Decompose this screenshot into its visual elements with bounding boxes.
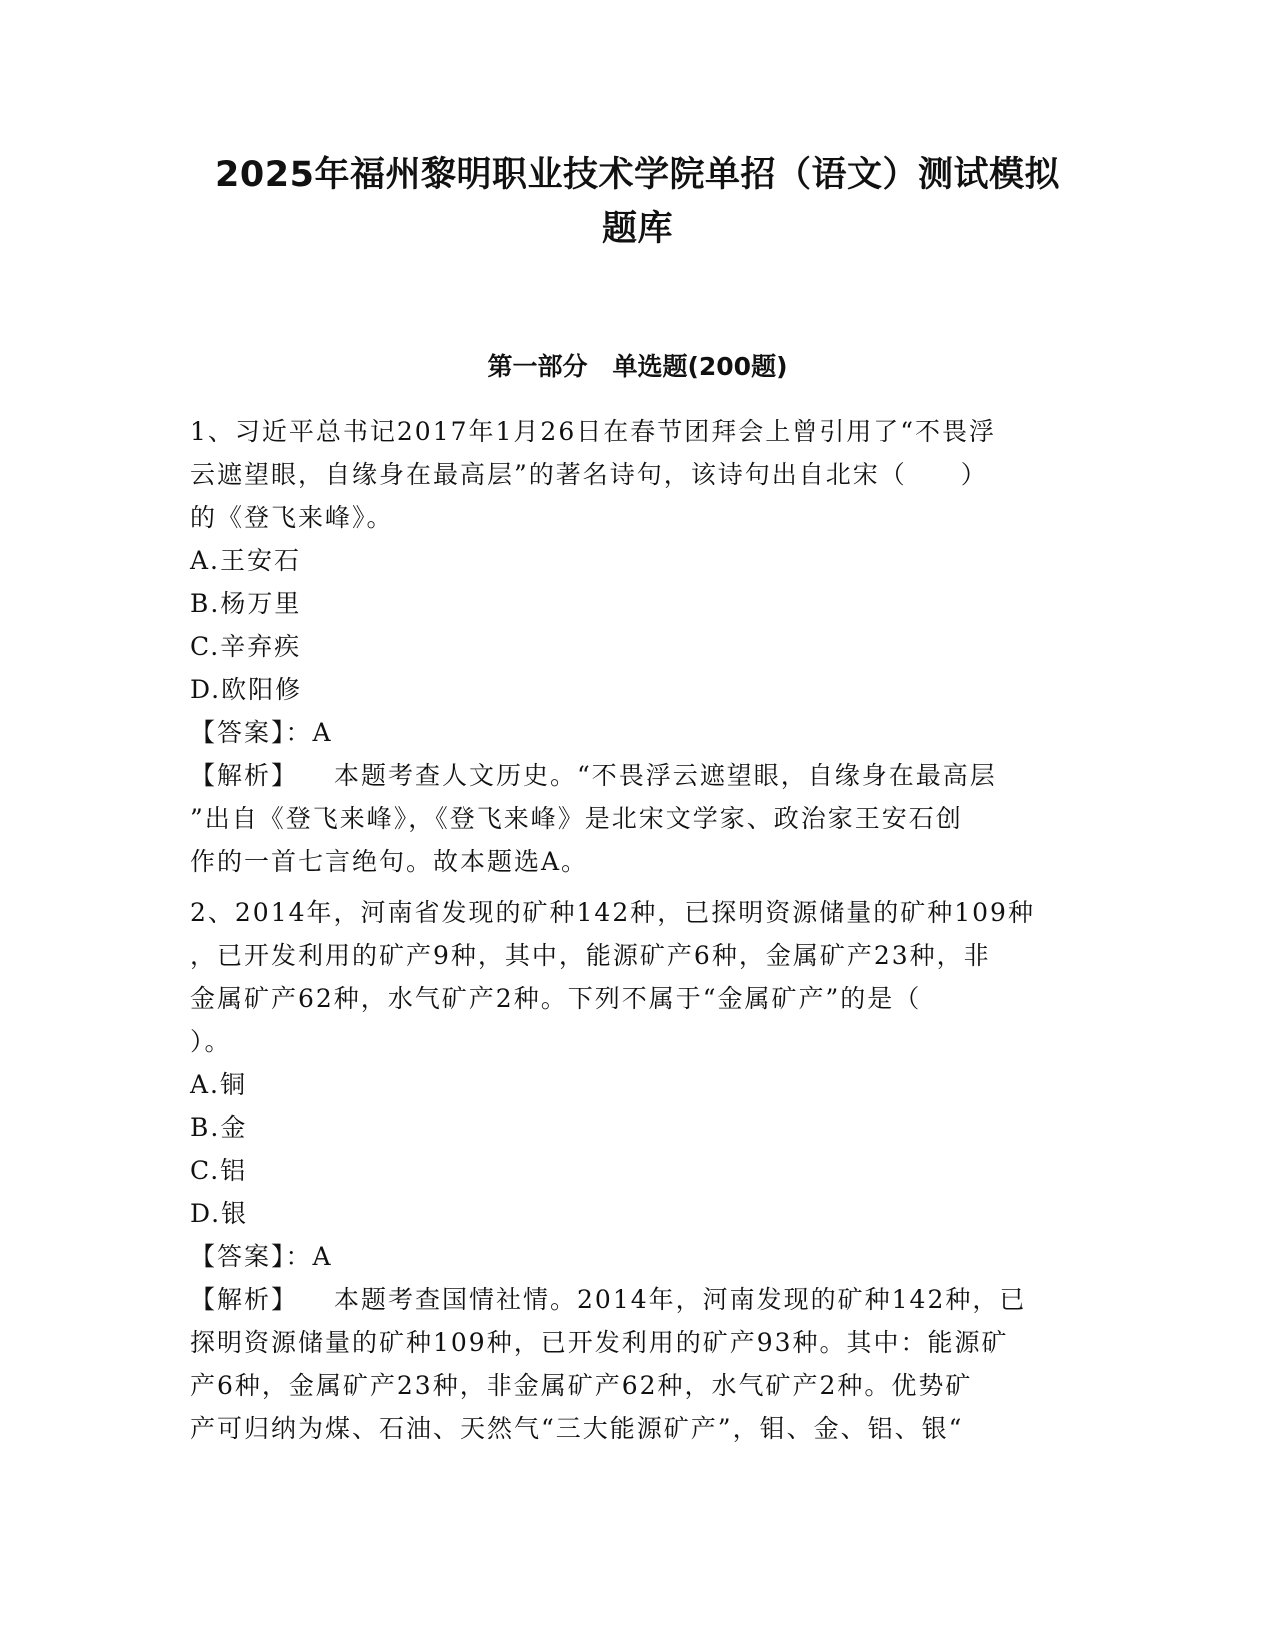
option-a: A.王安石: [190, 546, 302, 575]
question-stem-line: 金属矿产62种，水气矿产2种。下列不属于“金属矿产”的是（: [190, 984, 922, 1013]
analysis-line: ”出自《登飞来峰》，《登飞来峰》是北宋文学家、政治家王安石创: [190, 804, 963, 833]
analysis-line: 产可归纳为煤、石油、天然气“三大能源矿产”，钼、金、铝、银“: [190, 1414, 964, 1443]
analysis-line: [190, 1278, 1090, 1321]
option-d: D.欧阳修: [190, 675, 303, 704]
option-c: C.辛弃疾: [190, 632, 302, 661]
analysis-line: 探明资源储量的矿种109种，已开发利用的矿产93种。其中：能源矿: [190, 1328, 1009, 1357]
document-title: [160, 148, 1115, 256]
title-line-2: 题库: [601, 209, 673, 249]
question-stem-line: ，已开发利用的矿产9种，其中，能源矿产6种，金属矿产23种，非: [190, 941, 991, 970]
analysis-label: 【解析】: [190, 1285, 299, 1314]
analysis-text: 本题考查国情社情。2014年，河南发现的矿种142种，已: [334, 1285, 1027, 1314]
option-d: D.银: [190, 1199, 249, 1228]
analysis-line: 作的一首七言绝句。故本题选A。: [190, 847, 589, 876]
question-1: [190, 410, 1090, 883]
question-stem-line: 2、2014年，河南省发现的矿种142种，已探明资源储量的矿种109种: [190, 898, 1035, 927]
option-c: C.铝: [190, 1156, 248, 1185]
option-b: B.杨万里: [190, 589, 302, 618]
analysis-label: 【解析】: [190, 761, 299, 790]
question-stem-line: ）。: [190, 1027, 232, 1056]
option-a: A.铜: [190, 1070, 248, 1099]
question-2: [190, 891, 1090, 1450]
answer: 【答案】：A: [190, 1242, 333, 1271]
question-stem-line: 云遮望眼，自缘身在最高层”的著名诗句，该诗句出自北宋（ ）: [190, 460, 988, 489]
question-list: [190, 410, 1090, 1458]
analysis-line: 产6种，金属矿产23种，非金属矿产62种，水气矿产2种。优势矿: [190, 1371, 973, 1400]
analysis-text: 本题考查人文历史。“不畏浮云遮望眼，自缘身在最高层: [334, 761, 997, 790]
analysis-line: [190, 754, 1090, 797]
question-stem-line: 的《登飞来峰》。: [190, 503, 394, 532]
title-line-1: 2025年福州黎明职业技术学院单招（语文）测试模拟: [215, 155, 1060, 195]
answer: 【答案】：A: [190, 718, 333, 747]
option-b: B.金: [190, 1113, 248, 1142]
question-stem-line: 1、习近平总书记2017年1月26日在春节团拜会上曾引用了“不畏浮: [190, 417, 997, 446]
section-title: 第一部分 单选题(200题): [487, 352, 788, 381]
